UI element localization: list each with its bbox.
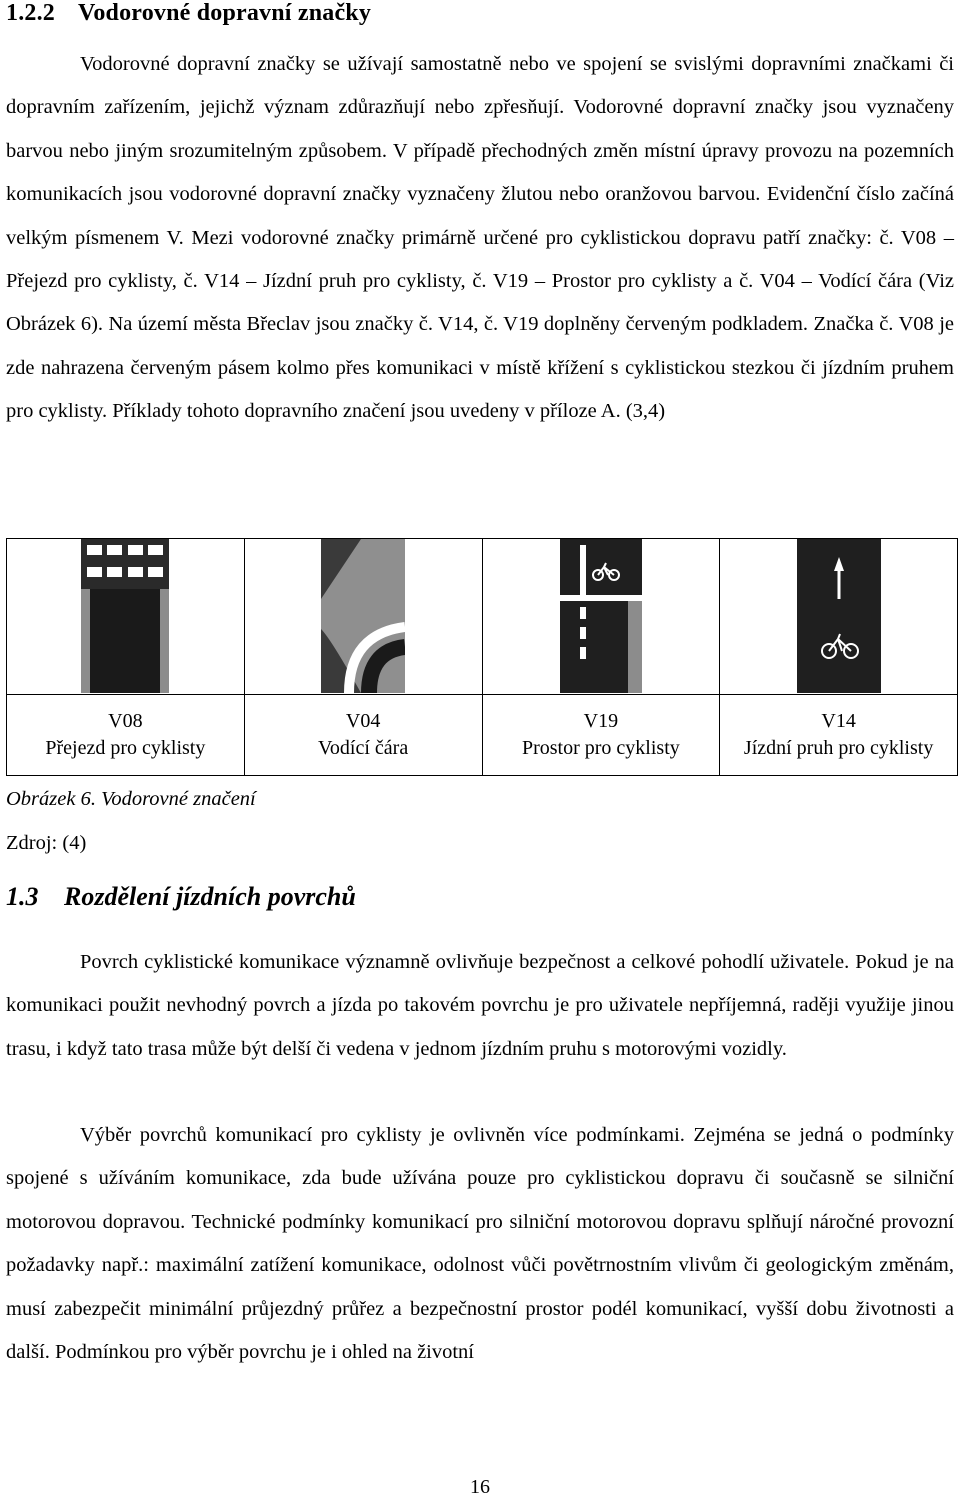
figure-cell-v19	[482, 539, 720, 695]
cycle-lane-icon	[797, 539, 881, 693]
paragraph-povrch: Povrch cyklistické komunikace významně ovlivňuje bezpečnost a celkové pohodlí uživatele. Pokud je na komunikaci použit nevhodný povrch a jízda po takovém povrchu je pro uživatele nepříjemná, raději využije jinou trasu, i když tato trasa může být delší či vedena v jednom jízdním pruhu s motorovými vozidly.	[6, 951, 954, 1060]
section-title: Rozdělení jízdních povrchů	[64, 882, 356, 911]
figure-cell-v14	[720, 539, 958, 695]
sign-code: V14	[821, 709, 856, 732]
sign-caption-v04	[244, 694, 482, 775]
sign-code: V04	[345, 709, 381, 732]
sign-code: V08	[108, 709, 143, 732]
figure-cell-v08	[7, 539, 245, 695]
section-number: 1.3	[6, 882, 39, 911]
sign-name: Vodící čára	[318, 736, 409, 759]
sign-name: Prostor pro cyklisty	[521, 736, 680, 759]
figure-cell-v04	[244, 539, 482, 695]
crossing-marking-icon	[81, 539, 169, 693]
section-heading-1-2-2	[6, 0, 371, 27]
section-number: 1.2.2	[6, 0, 55, 26]
page-number: 16	[470, 1476, 490, 1498]
paragraph-vyber-povrchu: Výběr povrchů komunikací pro cyklisty je ovlivněn více podmínkami. Zejména se jedná o podmínky spojené s užíváním komunikace, zda bude užívána pouze pro cyklistickou dopravu či současně se silniční motorovou dopravou. Technické podmínky komunikací pro silniční motorovou dopravu splňují náročné provozní požadavky např.: maximální zatížení komunikace, odolnost vůči povětrnostním vlivům či geologickým změnám, musí zabezpečit minimální průjezdný průřez a bezpečnostní prostor podél komunikací, vyšší dobu životnosti a další. Podmínkou pro výběr povrchu je i ohled na životní	[6, 1124, 954, 1364]
section-title: Vodorovné dopravní značky	[78, 0, 372, 26]
paragraph-vodorovne-znacky: Vodorovné dopravní značky se užívají samostatně nebo ve spojení se svislými dopravními značkami či dopravním zařízením, jejichž význam zdůrazňují nebo zpřesňují. Vodorovné dopravní značky jsou vyznačeny barvou nebo jiným srozumitelným způsobem. V případě přechodných změn místní úpravy provozu na pozemních komunikacích jsou vodorovné dopravní značky vyznačeny žlutou nebo oranžovou barvou. Evidenční číslo začíná velkým písmenem V. Mezi vodorovné značky primárně určené pro cyklistickou dopravu patří značky: č. V08 – Přejezd pro cyklisty, č. V14 – Jízdní pruh pro cyklisty, č. V19 – Prostor pro cyklisty a č. V04 – Vodící čára (Viz Obrázek 6). Na území města Břeclav jsou značky č. V14, č. V19 doplněny červeným podkladem. Značka č. V08 je zde nahrazena červeným pásem kolmo přes komunikaci v místě křížení s cyklistickou stezkou či jízdním pruhem pro cyklisty. Příklady tohoto dopravního značení jsou uvedeny v příloze A. (3,4)	[6, 53, 954, 423]
sign-caption-v14	[720, 694, 958, 775]
sign-code: V19	[583, 709, 619, 732]
sign-caption-v19	[482, 694, 720, 775]
sign-caption-v08	[7, 694, 245, 775]
cyclist-box-icon	[560, 539, 642, 693]
figure-source: Zdroj: (4)	[6, 832, 87, 854]
figure-caption: Obrázek 6. Vodorovné značení	[6, 788, 256, 810]
sign-name: Jízdní pruh pro cyklisty	[743, 736, 934, 759]
guide-line-icon	[321, 539, 405, 693]
figure-table	[6, 538, 958, 776]
sign-name: Přejezd pro cyklisty	[45, 736, 206, 759]
section-heading-1-3	[6, 882, 356, 912]
